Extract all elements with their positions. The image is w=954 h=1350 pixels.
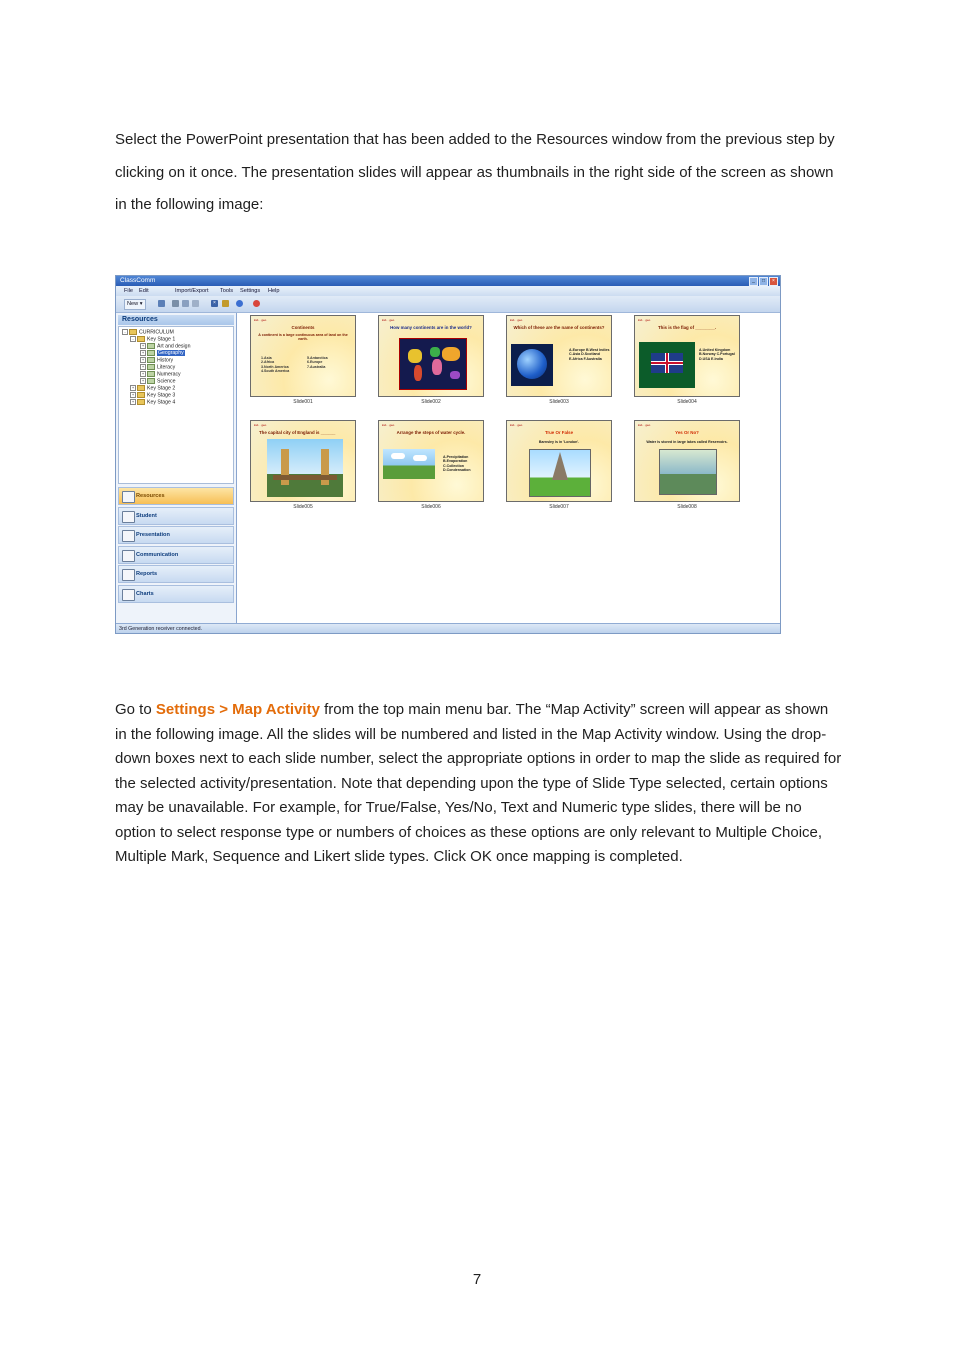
world-map-image xyxy=(399,338,467,390)
slide-label: Slide005 xyxy=(293,504,313,510)
menu-tools[interactable]: Tools xyxy=(220,288,234,294)
student-icon xyxy=(122,511,135,523)
copy-icon[interactable] xyxy=(182,300,189,307)
nav-charts[interactable] xyxy=(118,585,234,603)
cut-icon[interactable] xyxy=(172,300,179,307)
nav-communication[interactable] xyxy=(118,546,234,564)
instructions-text-start: Go to xyxy=(115,701,156,718)
tree-item-label: Key Stage 1 xyxy=(147,336,176,343)
maximize-icon[interactable]: □ xyxy=(759,277,768,286)
file-icon xyxy=(147,357,155,363)
menu-path-highlight: Settings > Map Activity xyxy=(155,701,320,718)
tree-item-label: Literacy xyxy=(157,364,176,371)
slide-title: True Or False xyxy=(544,430,574,435)
tree-item-label: Geography xyxy=(158,350,184,357)
toolbar xyxy=(116,296,780,313)
slide-label: Slide007 xyxy=(549,504,569,510)
nav-label: Presentation xyxy=(136,532,170,538)
expand-icon[interactable]: + xyxy=(141,378,145,383)
print-icon[interactable] xyxy=(158,300,165,307)
folder-icon xyxy=(137,392,145,398)
tree-item-literacy[interactable] xyxy=(140,364,175,371)
folder-icon xyxy=(137,385,145,391)
tree-item-key-stage-4[interactable] xyxy=(130,399,175,406)
app-screenshot xyxy=(115,275,781,634)
slide-text: Barnsley is in 'London'. xyxy=(538,440,580,444)
title-bar xyxy=(116,276,780,286)
slide-title: This is the flag of ________. xyxy=(657,325,717,330)
slide-title: Arrange the steps of water cycle. xyxy=(396,430,466,435)
slide-label: Slide001 xyxy=(293,399,313,405)
tree-item-key-stage-3[interactable] xyxy=(130,392,175,399)
slide-text: A.Precipitation B.Evaporation C.Collection D.Condensation xyxy=(443,455,471,473)
tree-item-label: CURRICULUM xyxy=(139,329,174,336)
flag-image xyxy=(639,342,695,388)
slide-thumbnail[interactable] xyxy=(250,315,356,397)
slide-title: Which of these are the name of continents? xyxy=(513,325,605,330)
slide-thumbnail[interactable] xyxy=(506,315,612,397)
edit-icon[interactable] xyxy=(222,300,229,307)
new-button[interactable]: New ▾ xyxy=(124,299,146,310)
tree-item-label: Science xyxy=(157,378,176,385)
slide-title: How many continents are in the world? xyxy=(390,325,472,330)
nav-label: Communication xyxy=(136,552,179,558)
expand-icon[interactable]: + xyxy=(141,357,145,362)
file-icon xyxy=(147,371,155,377)
tree-item-label: Key Stage 2 xyxy=(147,385,176,392)
tree-item-key-stage-2[interactable] xyxy=(130,385,175,392)
nav-resources[interactable] xyxy=(118,487,234,505)
nav-label: Charts xyxy=(136,591,154,597)
menu-settings[interactable]: Settings xyxy=(240,288,261,294)
menu-import-export[interactable]: Import/Export xyxy=(175,288,209,294)
slide-text: Water is stored in large lakes called Reservoirs. xyxy=(646,440,728,444)
tree-item-label: Numeracy xyxy=(157,371,181,378)
slide-thumbnail[interactable] xyxy=(634,315,740,397)
expand-icon[interactable]: + xyxy=(141,364,145,369)
slide-text: A.Europe B.West Indies C.Asia D.Scotland E.Africa F.Australia xyxy=(569,348,610,361)
menu-help[interactable]: Help xyxy=(268,288,280,294)
slide-header: ks1 · geo xyxy=(382,423,395,427)
slide-list: 5.Antarctica 6.Europe 7.Australia xyxy=(307,356,328,369)
file-icon xyxy=(147,364,155,370)
tree-item-science[interactable] xyxy=(140,378,175,385)
tree-item-geography[interactable] xyxy=(140,350,185,357)
expand-icon[interactable]: + xyxy=(131,392,135,397)
collapse-icon[interactable]: - xyxy=(130,336,136,342)
resources-header: Resources xyxy=(118,315,234,325)
slide-header: ks1 · geo xyxy=(254,423,267,427)
tree-item-label: Art and design xyxy=(157,343,191,350)
reports-icon xyxy=(122,569,135,581)
expand-icon[interactable]: + xyxy=(141,371,145,376)
nav-student[interactable] xyxy=(118,507,234,525)
tower-image xyxy=(529,449,591,497)
nav-reports[interactable] xyxy=(118,565,234,583)
nav-label: Resources xyxy=(136,493,165,499)
slide-thumbnail[interactable] xyxy=(378,315,484,397)
new-button-label: New xyxy=(127,301,139,307)
help-icon[interactable] xyxy=(236,300,243,307)
instructions-text-rest: from the top main menu bar. The “Map Activity” screen will appear as shown in the following image. All the slides will be numbered and listed in the Map Activity window. Using the drop-down boxes next to each slide number, select the appropriate options in order to map the slide as required for the selected activity/presentation. Note that depending upon the type of Slide Type selected, certain options may be unavailable. For example, for True/False, Yes/No, Text and Numeric type slides, there will be no option to select response type or numbers of choices as these options are only relevant to Multiple Choice, Multiple Mark, Sequence and Likert slide types. Click OK once mapping is completed. xyxy=(115,701,842,865)
nav-presentation[interactable] xyxy=(118,526,234,544)
slide-text: A.United Kingdom B.Norway C.Portugal D.USA E.India xyxy=(699,348,735,361)
paste-icon[interactable] xyxy=(192,300,199,307)
left-pane xyxy=(116,313,237,623)
slide-title: Yes Or No? xyxy=(675,430,699,435)
status-text: 3rd Generation receiver connected. xyxy=(119,626,203,632)
tree-item-curriculum[interactable] xyxy=(122,329,174,336)
bridge-image xyxy=(267,439,343,497)
slide-header: ks1 · geo xyxy=(638,423,651,427)
slide-label: Slide004 xyxy=(677,399,697,405)
globe-image xyxy=(511,344,553,386)
slide-header: ks1 · geo xyxy=(510,423,523,427)
nav-label: Reports xyxy=(136,571,158,577)
communication-icon xyxy=(122,550,135,562)
app-title: ClassComm xyxy=(120,277,156,284)
slide-title: Continents xyxy=(291,325,315,330)
tree-item-history[interactable] xyxy=(140,357,173,364)
slide-thumbnail-area xyxy=(237,313,780,623)
slide-text: A continent is a large continuous area of land on the earth. xyxy=(258,333,348,342)
collapse-icon[interactable]: - xyxy=(122,329,128,335)
slide-thumbnail[interactable] xyxy=(506,420,612,502)
file-icon xyxy=(147,378,155,384)
folder-icon xyxy=(137,399,145,405)
slide-header: ks1 · geo xyxy=(510,318,523,322)
resource-tree xyxy=(118,326,234,484)
tree-item-key-stage-1[interactable] xyxy=(130,336,175,343)
reservoir-image xyxy=(659,449,717,495)
slide-label: Slide003 xyxy=(549,399,569,405)
slide-list: 1.Asia 2.Africa 3.North America 4.South America xyxy=(261,356,290,374)
expand-icon[interactable]: + xyxy=(141,343,145,348)
stop-icon[interactable] xyxy=(253,300,260,307)
slide-header: ks1 · geo xyxy=(254,318,267,322)
menu-edit[interactable]: Edit xyxy=(139,288,149,294)
page-number: 7 xyxy=(472,1271,482,1288)
slide-thumbnail[interactable] xyxy=(634,420,740,502)
slide-header: ks1 · geo xyxy=(638,318,651,322)
folder-icon xyxy=(129,329,137,335)
close-icon[interactable]: × xyxy=(769,277,778,286)
nav-label: Student xyxy=(136,513,157,519)
charts-icon xyxy=(122,589,135,601)
slide-label: Slide006 xyxy=(421,504,441,510)
menu-bar xyxy=(116,286,780,296)
menu-file[interactable]: File xyxy=(124,288,134,294)
slide-label: Slide002 xyxy=(421,399,441,405)
tree-item-label: Key Stage 4 xyxy=(147,399,176,406)
water-cycle-image xyxy=(383,449,435,479)
expand-icon[interactable]: + xyxy=(131,399,135,404)
presentation-icon xyxy=(122,530,135,542)
tree-item-label: History xyxy=(157,357,174,364)
slide-header: ks1 · geo xyxy=(382,318,395,322)
expand-icon[interactable]: + xyxy=(141,350,145,355)
intro-paragraph: Select the PowerPoint presentation that has been added to the Resources window from the previous step by clicking on it once. The presentation slides will appear as thumbnails in the right side of the screen as shown in the following image: xyxy=(115,131,835,213)
slide-thumbnail[interactable] xyxy=(378,420,484,502)
file-icon xyxy=(147,350,155,356)
file-icon xyxy=(147,343,155,349)
expand-icon[interactable]: + xyxy=(131,385,135,390)
slide-label: Slide008 xyxy=(677,504,697,510)
instructions-paragraph xyxy=(115,698,843,870)
resources-icon xyxy=(122,491,135,503)
slide-thumbnail[interactable] xyxy=(250,420,356,502)
taskbar xyxy=(116,633,780,634)
minimize-icon[interactable]: _ xyxy=(749,277,758,286)
tree-item-numeracy[interactable] xyxy=(140,371,181,378)
tree-item-art-and-design[interactable] xyxy=(140,343,190,350)
folder-icon xyxy=(137,336,145,342)
delete-icon[interactable]: × xyxy=(211,300,218,307)
tree-item-label: Key Stage 3 xyxy=(147,392,176,399)
slide-title: The capital city of England is ______ xyxy=(259,430,336,435)
